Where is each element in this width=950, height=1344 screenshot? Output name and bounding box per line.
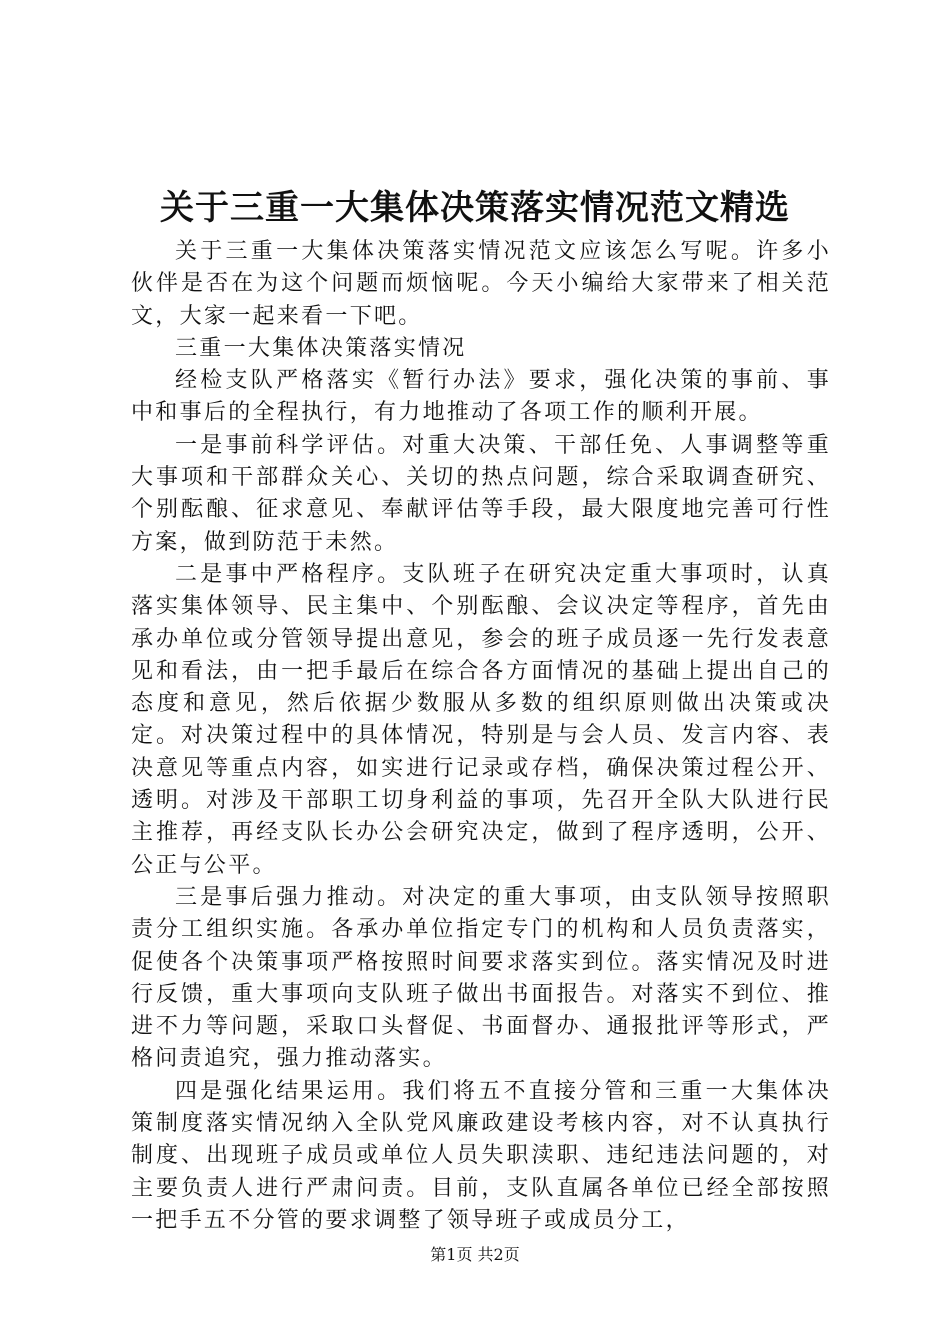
document-body [131,236,831,1237]
paragraph-point-four: 四是强化结果运用。我们将五不直接分管和三重一大集体决策制度落实情况纳入全队党风廉政建设考核内容，对不认真执行制度、出现班子成员或单位人员失职渎职、违纪违法问题的，对主要负责人进行严肃问责。目前，支队直属各单位已经全部按照一把手五不分管的要求调整了领导班子或成员分工， [131,1078,831,1233]
page-number-footer: 第1页 共2页 [430,1245,520,1264]
paragraph-point-two: 二是事中严格程序。支队班子在研究决定重大事项时，认真落实集体领导、民主集中、个别酝酿、会议决定等程序，首先由承办单位或分管领导提出意见，参会的班子成员逐一先行发表意见和看法，由一把手最后在综合各方面情况的基础上提出自己的态度和意见，然后依据少数服从多数的组织原则做出决策或决定。对决策过程中的具体情况，特别是与会人员、发言内容、表决意见等重点内容，如实进行记录或存档，确保决策过程公开、透明。对涉及干部职工切身利益的事项，先召开全队大队进行民主推荐，再经支队长办公会研究决定，做到了程序透明，公开、公正与公平。 [131,561,831,878]
paragraph-overview: 经检支队严格落实《暂行办法》要求，强化决策的事前、事中和事后的全程执行，有力地推动了各项工作的顺利开展。 [131,368,831,426]
paragraph-point-three: 三是事后强力推动。对决定的重大事项，由支队领导按照职责分工组织实施。各承办单位指定专门的机构和人员负责落实，促使各个决策事项严格按照时间要求落实到位。落实情况及时进行反馈，重大事项向支队班子做出书面报告。对落实不到位、推进不力等问题，采取口头督促、书面督办、通报批评等形式，严格问责追究，强力推动落实。 [131,884,831,1072]
paragraph-intro: 关于三重一大集体决策落实情况范文应该怎么写呢。许多小伙伴是否在为这个问题而烦恼呢。今天小编给大家带来了相关范文，大家一起来看一下吧。 [131,239,831,329]
paragraph-subheading: 三重一大集体决策落实情况 [175,335,467,361]
paragraph-point-one: 一是事前科学评估。对重大决策、干部任免、人事调整等重大事项和干部群众关心、关切的热点问题，综合采取调查研究、个别酝酿、征求意见、奉献评估等手段，最大限度地完善可行性方案，做到防范于未然。 [131,432,831,555]
document-title: 关于三重一大集体决策落实情况范文精选 [160,188,790,228]
